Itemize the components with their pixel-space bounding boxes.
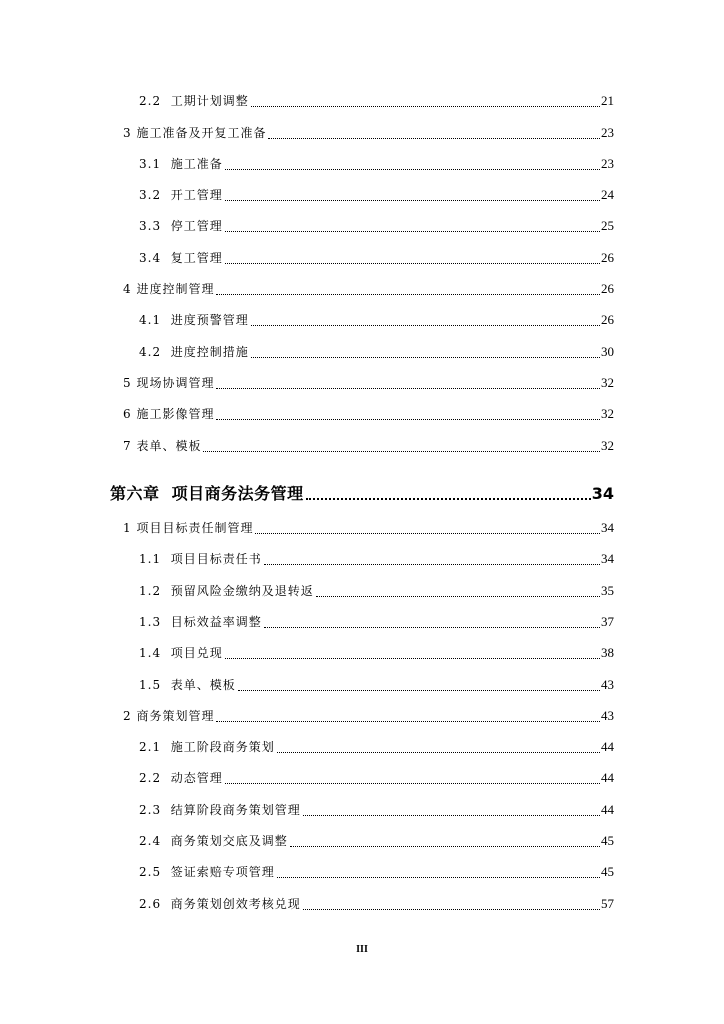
- toc-dot-leader: [268, 138, 600, 139]
- toc-entry-label: 3.2 开工管理: [139, 188, 223, 202]
- toc-entry-label: 2.4 商务策划交底及调整: [139, 834, 288, 848]
- toc-page-number: 26: [601, 312, 614, 327]
- toc-dot-leader: [225, 263, 600, 264]
- toc-page-number: 21: [601, 93, 614, 108]
- toc-page-number: 26: [601, 281, 614, 296]
- toc-entry-label: 3.3 停工管理: [139, 219, 223, 233]
- toc-entry-label: 第六章 项目商务法务管理: [110, 484, 304, 503]
- toc-dot-leader: [277, 877, 600, 878]
- toc-chapter-entry[interactable]: [110, 482, 614, 506]
- toc-page-number: 44: [601, 802, 614, 817]
- toc-entry-label: 2.2 工期计划调整: [139, 94, 249, 108]
- toc-entry-label: 1.2 预留风险金缴纳及退转返: [139, 584, 314, 598]
- toc-page-number: 23: [601, 156, 614, 171]
- toc-entry[interactable]: [139, 310, 614, 330]
- toc-dot-leader: [216, 294, 600, 295]
- toc-entry-label: 2.2 动态管理: [139, 771, 223, 785]
- toc-page-number: 32: [601, 406, 614, 421]
- toc-dot-leader: [238, 690, 600, 691]
- toc-entry[interactable]: [123, 373, 614, 393]
- toc-dot-leader: [255, 533, 600, 534]
- toc-dot-leader: [251, 357, 600, 358]
- toc-dot-leader: [306, 498, 591, 500]
- toc-entry-label: 3 施工准备及开复工准备: [123, 126, 267, 140]
- toc-entry-label: 2.6 商务策划创效考核兑现: [139, 897, 301, 911]
- toc-entry[interactable]: [139, 185, 614, 205]
- toc-entry[interactable]: [139, 154, 614, 174]
- toc-entry-label: 3.1 施工准备: [139, 157, 223, 171]
- toc-entry-label: 5 现场协调管理: [123, 376, 215, 390]
- toc-entry[interactable]: [123, 518, 614, 538]
- toc-dot-leader: [216, 721, 600, 722]
- toc-entry[interactable]: [139, 612, 614, 632]
- toc-page-number: 25: [601, 218, 614, 233]
- toc-dot-leader: [303, 909, 600, 910]
- toc-entry-label: 4 进度控制管理: [123, 282, 215, 296]
- toc-entry[interactable]: [123, 123, 614, 143]
- toc-entry-label: 4.2 进度控制措施: [139, 345, 249, 359]
- toc-entry-label: 4.1 进度预警管理: [139, 313, 249, 327]
- toc-entry-label: 2.1 施工阶段商务策划: [139, 740, 275, 754]
- toc-dot-leader: [316, 596, 600, 597]
- toc-entry[interactable]: [139, 549, 614, 569]
- toc-page-number: 26: [601, 250, 614, 265]
- toc-entry[interactable]: [139, 675, 614, 695]
- toc-dot-leader: [251, 106, 600, 107]
- toc-dot-leader: [277, 752, 600, 753]
- toc-dot-leader: [251, 325, 600, 326]
- toc-entry-label: 2 商务策划管理: [123, 709, 215, 723]
- toc-entry[interactable]: [139, 768, 614, 788]
- toc-page-number: 57: [601, 896, 614, 911]
- toc-entry[interactable]: [123, 404, 614, 424]
- toc-entry-label: 2.3 结算阶段商务策划管理: [139, 803, 301, 817]
- toc-entry-label: 1.1 项目目标责任书: [139, 552, 262, 566]
- toc-entry[interactable]: [139, 894, 614, 914]
- toc-dot-leader: [225, 200, 600, 201]
- toc-page-number: 45: [601, 833, 614, 848]
- toc-dot-leader: [225, 231, 600, 232]
- toc-page-number: 30: [601, 344, 614, 359]
- toc-page-number: 34: [601, 520, 614, 535]
- toc-entry-label: 1 项目目标责任制管理: [123, 521, 254, 535]
- toc-entry[interactable]: [139, 831, 614, 851]
- toc-entry-label: 7 表单、模板: [123, 439, 202, 453]
- toc-page-number: 43: [601, 708, 614, 723]
- toc-dot-leader: [303, 815, 600, 816]
- toc-page-number: 34: [591, 484, 614, 503]
- toc-entry-label: 2.5 签证索赔专项管理: [139, 865, 275, 879]
- toc-dot-leader: [216, 388, 600, 389]
- toc-page-number: 23: [601, 125, 614, 140]
- toc-dot-leader: [225, 169, 600, 170]
- toc-entry[interactable]: [139, 216, 614, 236]
- toc-entry-label: 1.4 项目兑现: [139, 646, 223, 660]
- toc-entry[interactable]: [123, 706, 614, 726]
- toc-entry[interactable]: [123, 279, 614, 299]
- toc-dot-leader: [216, 419, 600, 420]
- toc-page-number: 43: [601, 677, 614, 692]
- toc-entry[interactable]: [139, 342, 614, 362]
- toc-entry-label: 1.5 表单、模板: [139, 678, 236, 692]
- toc-page-number: 37: [601, 614, 614, 629]
- toc-entry[interactable]: [123, 436, 614, 456]
- toc-page-number: 45: [601, 864, 614, 879]
- toc-dot-leader: [264, 627, 600, 628]
- toc-page-number: 24: [601, 187, 614, 202]
- toc-dot-leader: [203, 451, 600, 452]
- toc-page-number: 32: [601, 375, 614, 390]
- toc-entry[interactable]: [139, 91, 614, 111]
- toc-page-number: 35: [601, 583, 614, 598]
- toc-page-number: 44: [601, 770, 614, 785]
- toc-page-number: 38: [601, 645, 614, 660]
- toc-page-number: 32: [601, 438, 614, 453]
- toc-entry[interactable]: [139, 643, 614, 663]
- toc-entry[interactable]: [139, 862, 614, 882]
- toc-page-number: 34: [601, 551, 614, 566]
- toc-entry[interactable]: [139, 800, 614, 820]
- toc-dot-leader: [225, 658, 600, 659]
- toc-dot-leader: [264, 564, 600, 565]
- toc-entry-label: 3.4 复工管理: [139, 251, 223, 265]
- toc-entry[interactable]: [139, 248, 614, 268]
- page-footer-number: III: [356, 944, 368, 955]
- toc-entry[interactable]: [139, 581, 614, 601]
- toc-entry-label: 1.3 目标效益率调整: [139, 615, 262, 629]
- toc-dot-leader: [290, 846, 600, 847]
- toc-dot-leader: [225, 783, 600, 784]
- toc-page-number: 44: [601, 739, 614, 754]
- toc-entry-label: 6 施工影像管理: [123, 407, 215, 421]
- toc-entry[interactable]: [139, 737, 614, 757]
